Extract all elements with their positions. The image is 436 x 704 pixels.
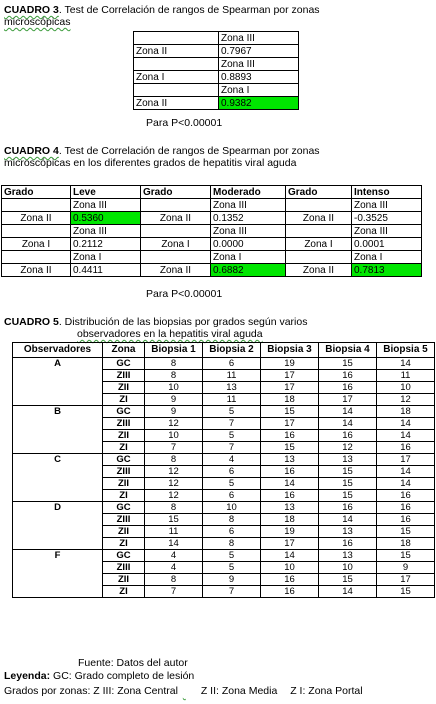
cuadro5-cell: 18 — [377, 538, 435, 550]
cuadro5-row — [13, 406, 435, 418]
cuadro3-table — [133, 31, 299, 110]
cuadro4-cell — [141, 225, 211, 238]
cuadro5-cell: 9 — [145, 406, 203, 418]
cuadro5-row — [13, 358, 435, 370]
cuadro5-zone: ZII — [103, 382, 145, 394]
cuadro3-row — [134, 71, 299, 84]
cuadro5-cell: 17 — [261, 382, 319, 394]
cuadro5-cell: 18 — [377, 406, 435, 418]
cuadro3-caption: CUADRO 3. Test de Correlación de rangos de Spearman por zonas — [4, 4, 320, 16]
cuadro5-zone: ZII — [103, 574, 145, 586]
cuadro5-cell: 5 — [203, 550, 261, 562]
cuadro4-cell: -0.3525 — [352, 212, 422, 225]
cuadro5-cell: 11 — [203, 370, 261, 382]
cuadro5-row — [13, 454, 435, 466]
cuadro4-row — [2, 264, 422, 277]
cuadro5-observer — [13, 586, 103, 598]
cuadro5-cell: 16 — [261, 490, 319, 502]
cuadro3-cell-value: 0.7967 — [219, 45, 299, 58]
legend-text: GC: Grado completo de lesión — [50, 670, 195, 682]
cuadro5-observer — [13, 442, 103, 454]
cuadro5-cell: 16 — [319, 370, 377, 382]
cuadro5-cell: 14 — [319, 514, 377, 526]
cuadro5-cell: 5 — [203, 430, 261, 442]
cuadro3-row — [134, 84, 299, 97]
cuadro5-observer — [13, 466, 103, 478]
cuadro4-cell: Zona I — [211, 251, 286, 264]
cuadro5-cell: 13 — [319, 526, 377, 538]
cuadro5-header: Biopsia 2 — [203, 343, 261, 358]
cuadro5-row — [13, 526, 435, 538]
cuadro4-cell: 0.6882 — [211, 264, 286, 277]
cuadro4-cell: Zona II — [286, 264, 352, 277]
cuadro5-zone: GC — [103, 454, 145, 466]
cuadro5-zone: GC — [103, 406, 145, 418]
cuadro5-cell: 8 — [145, 454, 203, 466]
cuadro5-zone: GC — [103, 550, 145, 562]
cuadro5-header: Biopsia 3 — [261, 343, 319, 358]
cuadro5-cell: 10 — [145, 382, 203, 394]
cuadro5-cell: 8 — [203, 538, 261, 550]
cuadro5-row — [13, 586, 435, 598]
cuadro5-cell: 13 — [261, 454, 319, 466]
cuadro5-cell: 16 — [319, 502, 377, 514]
cuadro3-note: Para P<0.00001 — [146, 117, 223, 129]
cuadro4-row — [2, 199, 422, 212]
cuadro5-cell: 6 — [203, 490, 261, 502]
cuadro5-cell: 7 — [145, 442, 203, 454]
cuadro5-cell: 4 — [145, 550, 203, 562]
cuadro4-caption-line2: microscópicas en los diferentes grados de hepatitis viral aguda — [4, 157, 297, 169]
cuadro4-cell — [2, 199, 71, 212]
cuadro5-cell: 8 — [203, 514, 261, 526]
cuadro4-cell: Zona I — [2, 238, 71, 251]
cuadro5-cell: 13 — [203, 382, 261, 394]
cuadro4-cell: Zona II — [2, 212, 71, 225]
cuadro4-header: Grado — [2, 186, 71, 199]
cuadro5-cell: 15 — [319, 478, 377, 490]
cuadro4-cell — [2, 225, 71, 238]
cuadro4-cell: Zona I — [352, 251, 422, 264]
cuadro5-observer: C — [13, 454, 103, 466]
cuadro5-zone: ZI — [103, 490, 145, 502]
legend-zone-central: Grados por zonas: Z III: Zona Central — [4, 685, 178, 697]
cuadro5-cell: 10 — [145, 430, 203, 442]
cuadro5-cell: 4 — [203, 454, 261, 466]
cuadro4-cell: Zona III — [211, 225, 286, 238]
cuadro5-observer — [13, 430, 103, 442]
cuadro5-zone: ZIII — [103, 562, 145, 574]
cuadro5-cell: 16 — [377, 502, 435, 514]
cuadro4-cell — [286, 225, 352, 238]
cuadro5-cell: 15 — [261, 406, 319, 418]
cuadro5-cell: 18 — [261, 514, 319, 526]
cuadro4-cell: 0.2112 — [71, 238, 141, 251]
cuadro5-cell: 14 — [319, 418, 377, 430]
cuadro4-cell: Zona II — [141, 264, 211, 277]
cuadro5-cell: 12 — [145, 478, 203, 490]
cuadro5-cell: 10 — [203, 502, 261, 514]
cuadro4-cell: Zona III — [211, 199, 286, 212]
cuadro5-zone: ZIII — [103, 514, 145, 526]
cuadro5-row — [13, 466, 435, 478]
cuadro5-cell: 5 — [203, 478, 261, 490]
cuadro5-cell: 6 — [203, 358, 261, 370]
cuadro5-cell: 15 — [377, 586, 435, 598]
cuadro5-zone: ZII — [103, 478, 145, 490]
cuadro3-cell-zone — [134, 58, 219, 71]
cuadro5-cell: 14 — [319, 406, 377, 418]
cuadro5-cell: 8 — [145, 370, 203, 382]
cuadro5-zone: ZII — [103, 526, 145, 538]
legend — [4, 670, 194, 682]
legend-label: Leyenda: — [4, 670, 51, 682]
cuadro5-zone: ZI — [103, 394, 145, 406]
cuadro4-note: Para P<0.00001 — [146, 288, 223, 300]
cuadro5-cell: 7 — [145, 586, 203, 598]
cuadro5-cell: 12 — [319, 442, 377, 454]
cuadro4-cell: 0.7813 — [352, 264, 422, 277]
cuadro5-cell: 8 — [145, 502, 203, 514]
cuadro4-cell: 0.1352 — [211, 212, 286, 225]
cuadro4-label: CUADRO 4 — [4, 145, 59, 157]
cuadro5-cell: 9 — [145, 394, 203, 406]
cuadro5-row — [13, 502, 435, 514]
cuadro5-observer: A — [13, 358, 103, 370]
cuadro5-cell: 16 — [261, 430, 319, 442]
cuadro5-row — [13, 538, 435, 550]
cuadro5-cell: 16 — [377, 442, 435, 454]
cuadro4-table — [1, 185, 422, 277]
cuadro3-cell-value: Zona III — [219, 32, 299, 45]
cuadro5-header: Observadores — [13, 343, 103, 358]
cuadro3-cell-value: Zona III — [219, 58, 299, 71]
cuadro3-cell-value: 0.8893 — [219, 71, 299, 84]
cuadro4-header: Grado — [286, 186, 352, 199]
cuadro5-row — [13, 490, 435, 502]
cuadro5-row — [13, 370, 435, 382]
cuadro5-row — [13, 478, 435, 490]
cuadro5-observer — [13, 382, 103, 394]
cuadro5-cell: 14 — [377, 418, 435, 430]
cuadro5-cell: 14 — [145, 538, 203, 550]
cuadro5-cell: 14 — [377, 430, 435, 442]
cuadro5-zone: ZIII — [103, 370, 145, 382]
cuadro5-cell: 9 — [377, 562, 435, 574]
cuadro5-cell: 10 — [261, 562, 319, 574]
cuadro5-observer — [13, 418, 103, 430]
cuadro5-cell: 17 — [261, 418, 319, 430]
cuadro5-observer — [13, 370, 103, 382]
cuadro5-table — [12, 342, 435, 598]
cuadro5-cell: 11 — [203, 394, 261, 406]
cuadro5-source: Fuente: Datos del autor — [78, 657, 188, 669]
cuadro5-cell: 5 — [203, 562, 261, 574]
cuadro5-cell: 15 — [319, 358, 377, 370]
cuadro5-cell: 14 — [261, 550, 319, 562]
cuadro5-cell: 15 — [377, 526, 435, 538]
cuadro5-zone: ZI — [103, 538, 145, 550]
cuadro5-header: Biopsia 5 — [377, 343, 435, 358]
cuadro3-cell-zone: Zona II — [134, 45, 219, 58]
cuadro5-cell: 15 — [319, 490, 377, 502]
cuadro4-cell: Zona III — [71, 199, 141, 212]
cuadro3-row — [134, 45, 299, 58]
cuadro5-cell: 16 — [377, 514, 435, 526]
cuadro5-cell: 17 — [319, 394, 377, 406]
cuadro4-cell — [141, 199, 211, 212]
legend-zone-media: Z II: Zona Media — [200, 685, 278, 697]
cuadro5-cell: 13 — [319, 550, 377, 562]
cuadro5-cell: 14 — [377, 478, 435, 490]
cuadro5-cell: 11 — [377, 370, 435, 382]
cuadro4-row — [2, 212, 422, 225]
cuadro4-row — [2, 225, 422, 238]
cuadro5-label: CUADRO 5 — [4, 316, 59, 328]
cuadro5-cell: 9 — [203, 574, 261, 586]
cuadro4-row — [2, 238, 422, 251]
cuadro4-header: Leve — [71, 186, 141, 199]
cuadro4-cell: 0.0000 — [211, 238, 286, 251]
cuadro3-cell-value: Zona I — [219, 84, 299, 97]
cuadro4-cell: Zona II — [141, 212, 211, 225]
cuadro5-cell: 17 — [261, 370, 319, 382]
cuadro5-cell: 16 — [319, 538, 377, 550]
cuadro5-cell: 16 — [319, 430, 377, 442]
cuadro5-cell: 15 — [145, 514, 203, 526]
cuadro5-row — [13, 562, 435, 574]
cuadro5-caption-line2: observadores en la hepatitis viral aguda — [77, 328, 263, 340]
cuadro5-observer — [13, 478, 103, 490]
cuadro5-zone: ZIII — [103, 466, 145, 478]
cuadro5-observer — [13, 538, 103, 550]
cuadro4-header: Moderado — [211, 186, 286, 199]
cuadro5-row — [13, 418, 435, 430]
cuadro4-cell: Zona I — [71, 251, 141, 264]
cuadro5-cell: 7 — [203, 418, 261, 430]
cuadro3-row — [134, 97, 299, 110]
cuadro5-cell: 8 — [145, 574, 203, 586]
cuadro5-row — [13, 574, 435, 586]
cuadro5-cell: 12 — [145, 466, 203, 478]
cuadro5-cell: 14 — [319, 586, 377, 598]
cuadro5-header: Zona — [103, 343, 145, 358]
cuadro5-cell: 4 — [145, 562, 203, 574]
legend-zones — [4, 685, 363, 697]
cuadro5-cell: 16 — [377, 490, 435, 502]
cuadro4-caption: CUADRO 4. Test de Correlación de rangos de Spearman por zonas — [4, 145, 320, 157]
cuadro5-cell: 8 — [145, 358, 203, 370]
cuadro5-cell: 14 — [261, 478, 319, 490]
cuadro5-cell: 15 — [377, 550, 435, 562]
cuadro5-cell: 13 — [261, 502, 319, 514]
cuadro5-zone: ZI — [103, 586, 145, 598]
cuadro5-cell: 11 — [145, 526, 203, 538]
cuadro4-cell: Zona III — [352, 199, 422, 212]
cuadro5-cell: 15 — [261, 442, 319, 454]
cuadro3-cell-zone — [134, 84, 219, 97]
cuadro3-cell-value: 0.9382 — [219, 97, 299, 110]
cuadro5-cell: 10 — [377, 382, 435, 394]
cuadro5-cell: 13 — [319, 454, 377, 466]
cuadro5-cell: 19 — [261, 526, 319, 538]
cuadro5-cell: 18 — [261, 394, 319, 406]
cuadro5-observer — [13, 526, 103, 538]
cuadro5-zone: ZI — [103, 442, 145, 454]
cuadro5-caption: CUADRO 5. Distribución de las biopsias por grados según varios — [4, 316, 308, 328]
cuadro5-cell: 16 — [261, 574, 319, 586]
cuadro5-observer — [13, 514, 103, 526]
cuadro5-row — [13, 394, 435, 406]
legend-zone-portal: Z I: Zona Portal — [290, 685, 363, 697]
cuadro5-header: Biopsia 4 — [319, 343, 377, 358]
cuadro5-cell: 7 — [203, 442, 261, 454]
cuadro5-cell: 19 — [261, 358, 319, 370]
cuadro5-header: Biopsia 1 — [145, 343, 203, 358]
cuadro4-cell: 0.0001 — [352, 238, 422, 251]
cuadro5-cell: 14 — [377, 358, 435, 370]
cuadro5-observer — [13, 394, 103, 406]
cuadro5-cell: 6 — [203, 466, 261, 478]
cuadro5-cell: 16 — [261, 466, 319, 478]
cuadro5-cell: 12 — [145, 490, 203, 502]
cuadro5-observer: B — [13, 406, 103, 418]
cuadro3-cell-zone: Zona I — [134, 71, 219, 84]
cuadro5-zone: ZIII — [103, 418, 145, 430]
cuadro4-cell — [286, 251, 352, 264]
cuadro5-observer — [13, 562, 103, 574]
cuadro5-cell: 7 — [203, 586, 261, 598]
cuadro4-cell — [141, 251, 211, 264]
cuadro4-cell: Zona III — [352, 225, 422, 238]
cuadro5-cell: 5 — [203, 406, 261, 418]
cuadro5-observer: D — [13, 502, 103, 514]
cuadro5-cell: 14 — [377, 466, 435, 478]
cuadro5-cell: 17 — [261, 538, 319, 550]
cuadro5-zone: GC — [103, 358, 145, 370]
cuadro3-row — [134, 32, 299, 45]
cuadro3-cell-zone — [134, 32, 219, 45]
cuadro4-cell: Zona II — [286, 212, 352, 225]
cuadro5-row — [13, 514, 435, 526]
cuadro4-cell: Zona II — [2, 264, 71, 277]
cuadro4-header: Grado — [141, 186, 211, 199]
cuadro5-row — [13, 442, 435, 454]
cuadro5-cell: 15 — [319, 466, 377, 478]
cuadro3-label: CUADRO 3 — [4, 4, 59, 16]
cuadro5-observer: F — [13, 550, 103, 562]
cuadro5-cell: 15 — [319, 574, 377, 586]
cuadro5-cell: 10 — [319, 562, 377, 574]
cuadro5-cell: 16 — [261, 586, 319, 598]
cuadro5-row — [13, 550, 435, 562]
cuadro5-observer — [13, 574, 103, 586]
cuadro5-cell: 16 — [319, 382, 377, 394]
cuadro4-cell: 0.4411 — [71, 264, 141, 277]
cuadro4-cell — [286, 199, 352, 212]
cuadro4-cell — [2, 251, 71, 264]
cuadro4-header: Intenso — [352, 186, 422, 199]
cuadro5-observer — [13, 490, 103, 502]
cuadro4-cell: 0.5360 — [71, 212, 141, 225]
cuadro5-cell: 12 — [145, 418, 203, 430]
cuadro4-cell: Zona I — [141, 238, 211, 251]
cuadro5-cell: 12 — [377, 394, 435, 406]
cuadro5-zone: GC — [103, 502, 145, 514]
cuadro4-cell: Zona III — [71, 225, 141, 238]
cuadro5-cell: 17 — [377, 454, 435, 466]
cuadro4-row — [2, 251, 422, 264]
cuadro5-row — [13, 382, 435, 394]
cuadro5-zone: ZII — [103, 430, 145, 442]
cuadro3-caption-line2: microscópicas — [4, 16, 71, 28]
cuadro5-cell: 17 — [377, 574, 435, 586]
cuadro3-cell-zone: Zona II — [134, 97, 219, 110]
cuadro3-row — [134, 58, 299, 71]
cuadro5-cell: 6 — [203, 526, 261, 538]
cuadro4-cell: Zona I — [286, 238, 352, 251]
cuadro5-row — [13, 430, 435, 442]
